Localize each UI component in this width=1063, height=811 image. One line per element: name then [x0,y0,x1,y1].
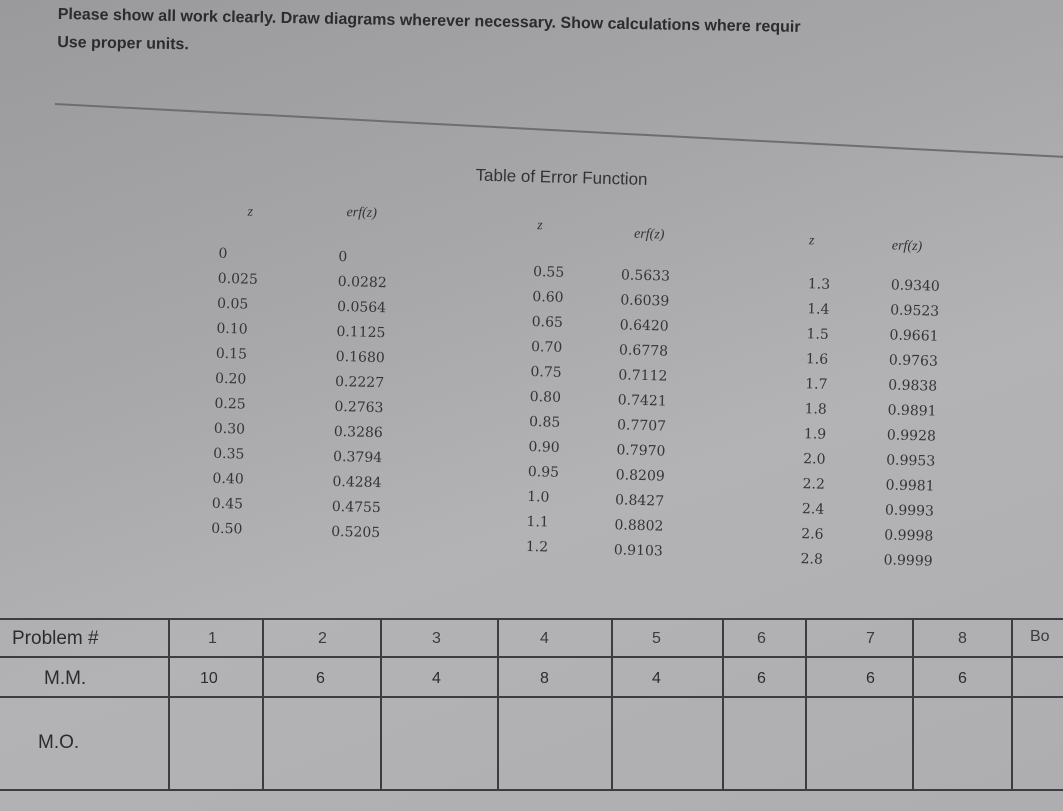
grid-line [497,618,499,789]
table-cell: 0.9891 [887,402,937,420]
table-cell: 0.60 [532,289,564,306]
table-cell: 0.7970 [616,442,666,460]
table-cell: 0.6420 [619,317,669,335]
table-cell: 1.3 [807,276,831,293]
table-cell: 2.2 [802,476,826,493]
table-cell: 0.5205 [330,523,381,542]
table-cell: 0.9993 [884,502,935,520]
max-marks-value: 6 [316,670,325,687]
table-cell: 2.0 [803,451,826,468]
max-marks-value: 6 [757,670,766,687]
table-cell: 0.3794 [332,448,383,467]
problem-number: 1 [208,630,217,647]
table-cell: 0.90 [528,438,560,456]
table-cell: 0.1680 [335,348,385,367]
table-cell: 0 [218,245,228,263]
table-cell: 1.7 [805,376,828,393]
table-cell: 1.2 [525,538,549,556]
table-cell: 0.6778 [618,342,669,360]
table-cell: 0.9523 [889,302,940,320]
table-cell: 0.65 [531,314,564,331]
problem-number: 7 [866,630,875,647]
grid-line [0,618,1063,620]
table-cell: 0.8209 [615,467,665,485]
table-cell: 0.35 [212,445,245,463]
instruction-line-1: Please show all work clearly. Draw diagrams wherever necessary. Show calculations where requir [57,5,801,36]
grid-line [0,656,1063,658]
table-cell: 0.3286 [333,423,384,442]
grid-line [611,618,613,789]
table-cell: 0.95 [527,463,560,481]
table-cell: 2.6 [801,526,824,543]
table-cell: 0.025 [217,270,259,288]
table-title: Table of Error Function [475,165,648,190]
erf-column-1 [331,245,388,546]
problem-number: Bo [1030,628,1050,645]
erf-header-3: erf(z) [891,238,923,255]
table-cell: 0.7112 [618,367,668,385]
grid-line [380,618,382,789]
table-cell: 0.25 [214,395,246,413]
table-cell: 0.80 [529,389,562,406]
marks-obtained-row-label: M.O. [38,732,80,753]
table-cell: 0.9928 [886,427,937,445]
erf-header-1: erf(z) [346,205,378,221]
table-cell: 2.8 [800,551,824,568]
table-cell: 0.40 [212,470,244,488]
max-marks-row-label: M.M. [44,668,87,689]
table-cell: 0.85 [528,413,561,431]
grid-line [805,618,807,789]
max-marks-value: 6 [866,670,875,687]
grid-line [722,618,724,789]
table-cell: 0.10 [216,320,248,338]
table-cell: 1.8 [804,401,828,418]
grading-table [0,618,1063,811]
problem-number: 3 [432,630,441,647]
problem-number: 6 [757,630,766,647]
table-cell: 0.8427 [614,492,665,510]
table-cell: 0.50 [211,520,243,538]
table-cell: 2.4 [801,501,825,518]
table-cell: 0.9838 [888,377,938,395]
table-cell: 0.6039 [620,292,670,310]
table-cell: 1.5 [806,326,829,343]
z-header-2: z [537,218,543,234]
erf-header-2: erf(z) [633,226,665,243]
grid-line [0,696,1063,698]
table-cell: 0.1125 [336,323,386,342]
table-cell: 0 [338,248,348,266]
table-cell: 1.4 [806,301,830,318]
max-marks-value: 4 [432,670,441,687]
table-cell: 0.9103 [613,542,663,560]
table-cell: 0.5633 [620,267,671,285]
grid-line [262,618,264,789]
table-cell: 0.0282 [337,273,387,292]
grid-line [168,618,170,789]
table-cell: 1.1 [526,513,549,531]
grid-line [0,789,1063,791]
z-header-3: z [808,233,815,249]
problem-number: 2 [318,630,327,647]
problem-number: 5 [652,630,661,647]
table-cell: 0.45 [211,495,244,513]
table-cell: 0.55 [532,264,565,281]
z-column-3 [800,272,830,572]
table-cell: 0.7421 [617,392,667,410]
max-marks-value: 6 [958,670,967,687]
grid-line [1011,618,1013,789]
problem-row-label: Problem # [12,628,99,649]
table-cell: 1.6 [805,351,829,368]
table-cell: 0.9661 [889,327,939,345]
max-marks-value: 4 [652,670,661,687]
problem-number: 8 [958,630,967,647]
table-cell: 0.75 [530,364,562,381]
max-marks-value: 8 [540,670,549,687]
table-cell: 0.9340 [890,277,941,295]
z-header-1: z [247,204,254,220]
grid-line [912,618,914,789]
table-cell: 0.20 [214,370,247,388]
table-cell: 0.05 [216,295,249,313]
table-cell: 1.9 [803,426,827,443]
table-cell: 0.70 [530,339,563,356]
table-cell: 0.4755 [331,498,382,517]
table-cell: 0.9999 [883,552,933,570]
erf-column-3 [883,273,940,574]
table-cell: 0.2763 [334,398,384,417]
problem-number: 4 [540,630,549,647]
table-cell: 0.30 [213,420,246,438]
z-column-2 [526,260,565,561]
table-cell: 0.15 [215,345,248,363]
table-cell: 0.7707 [616,417,667,435]
instruction-line-2: Use proper units. [57,33,189,54]
table-cell: 0.4284 [332,473,382,492]
max-marks-value: 10 [200,670,218,687]
table-cell: 0.9981 [885,477,935,495]
z-column-1 [211,242,259,543]
table-cell: 0.8802 [614,517,664,535]
table-cell: 0.9763 [888,352,939,370]
table-cell: 1.0 [526,488,550,506]
table-cell: 0.2227 [334,373,385,392]
table-cell: 0.9953 [886,452,936,470]
table-cell: 0.0564 [336,298,387,317]
erf-column-2 [613,263,670,564]
table-cell: 0.9998 [884,527,934,545]
